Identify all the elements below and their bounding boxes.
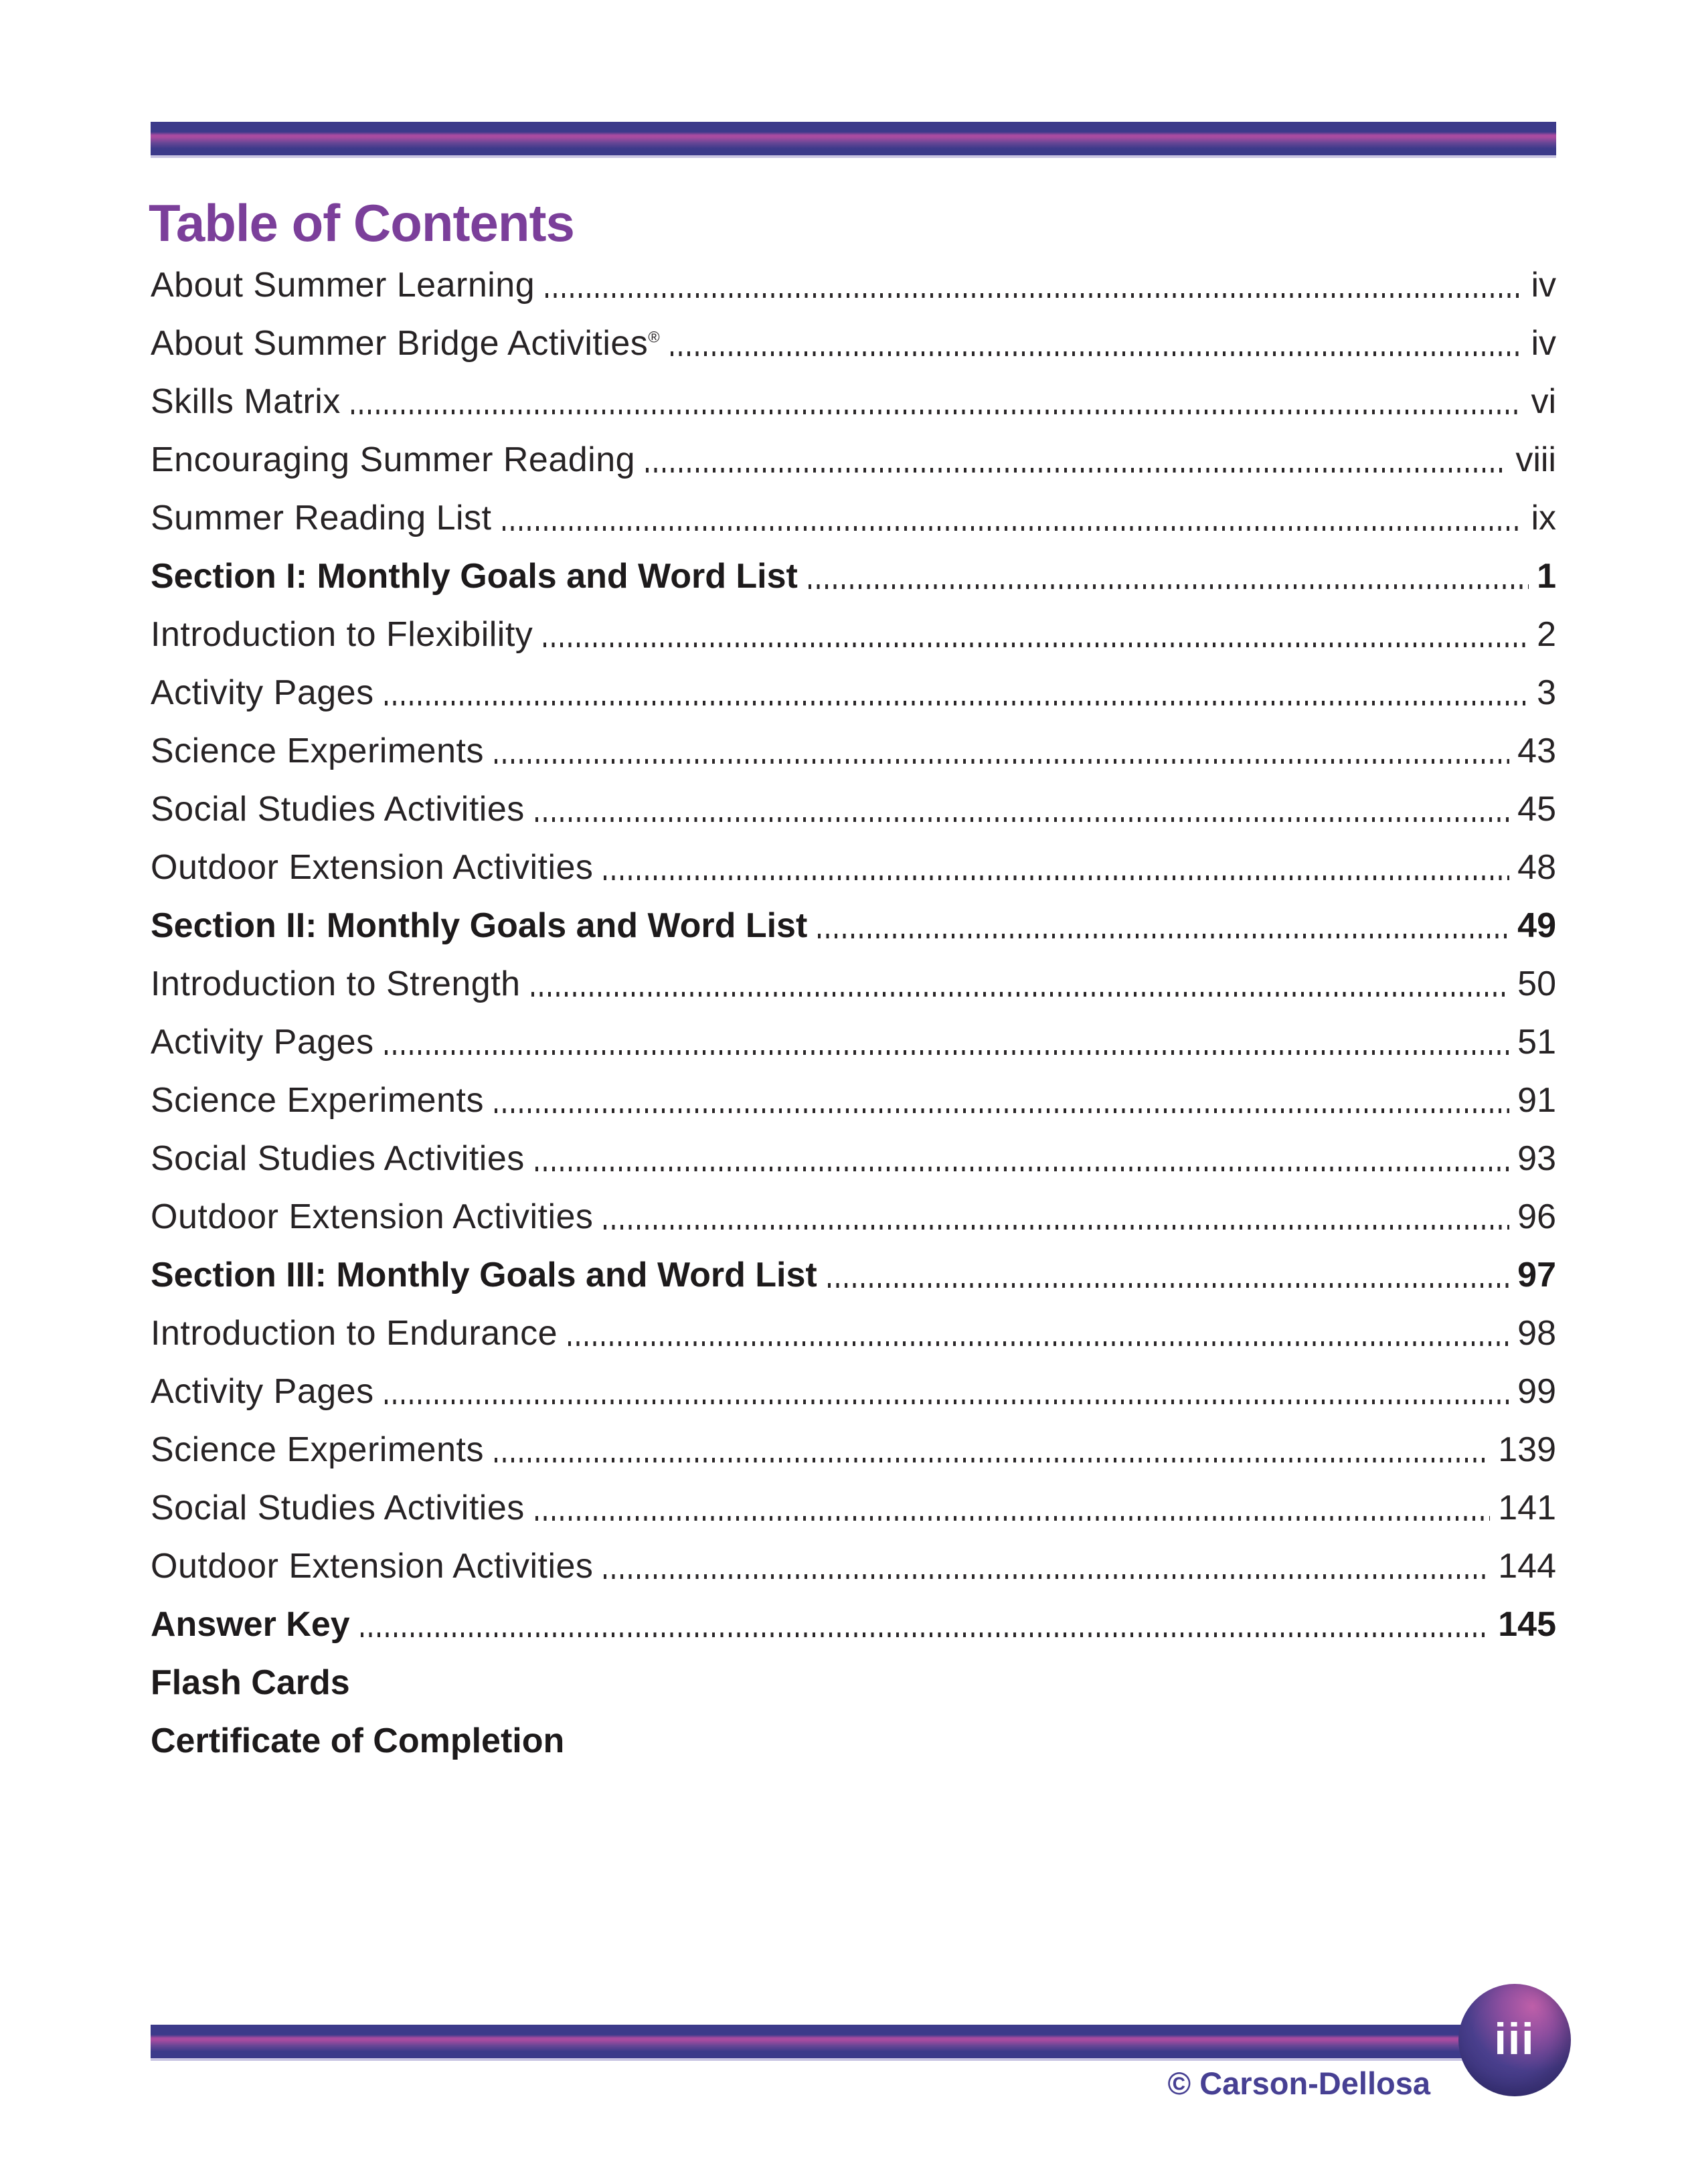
toc-page-number: viii xyxy=(1515,440,1556,479)
toc-row xyxy=(151,1001,1556,1060)
toc-page-number: 3 xyxy=(1537,673,1556,712)
toc-entry-label: Social Studies Activities xyxy=(151,1489,525,1527)
toc-entry-label: Introduction to Flexibility xyxy=(151,615,533,654)
toc-entry-label: Answer Key xyxy=(151,1605,350,1644)
toc-page-number: 96 xyxy=(1517,1197,1556,1236)
toc-page-number: iv xyxy=(1531,266,1556,305)
toc-page-number: 145 xyxy=(1498,1605,1556,1644)
toc-page-number: 49 xyxy=(1517,906,1556,945)
toc-entry-label: Social Studies Activities xyxy=(151,790,525,829)
toc-entry-label: Science Experiments xyxy=(151,1430,484,1469)
bottom-accent-bar xyxy=(151,2025,1556,2061)
toc-dot-leader xyxy=(385,1400,1510,1404)
toc-row xyxy=(151,1234,1556,1292)
toc-entry-label: Encouraging Summer Reading xyxy=(151,440,636,479)
page-title: Table of Contents xyxy=(149,193,574,252)
toc-dot-leader xyxy=(568,1341,1509,1346)
toc-entry-label: Introduction to Endurance xyxy=(151,1314,558,1353)
toc-entry-label: Activity Pages xyxy=(151,1023,374,1062)
registered-mark: ® xyxy=(648,328,661,346)
toc-page-number: 43 xyxy=(1517,732,1556,770)
toc-entry-label: Summer Reading List xyxy=(151,499,492,537)
toc-row xyxy=(151,1118,1556,1176)
toc-page-number: 99 xyxy=(1517,1372,1556,1411)
toc-dot-leader xyxy=(385,701,1529,705)
toc-dot-leader xyxy=(535,1516,1490,1521)
toc-row xyxy=(151,1525,1556,1584)
toc-row xyxy=(151,1351,1556,1409)
toc-entry-label: Flash Cards xyxy=(151,1663,350,1702)
toc-page-number: 139 xyxy=(1498,1430,1556,1469)
toc-entry-label: Outdoor Extension Activities xyxy=(151,1197,594,1236)
toc-page-number: 91 xyxy=(1517,1081,1556,1120)
toc-row xyxy=(151,1642,1556,1700)
toc-row xyxy=(151,419,1556,477)
toc-row xyxy=(151,943,1556,1001)
toc-entry-label: Skills Matrix xyxy=(151,382,341,421)
toc-dot-leader xyxy=(604,875,1509,880)
toc-row xyxy=(151,1467,1556,1525)
toc-row xyxy=(151,1292,1556,1351)
toc-row xyxy=(151,1700,1556,1758)
toc-row xyxy=(151,827,1556,885)
toc-page-number: 2 xyxy=(1537,615,1556,654)
toc-page-number: ix xyxy=(1531,499,1556,537)
toc-page-number: 97 xyxy=(1517,1256,1556,1294)
toc-row xyxy=(151,885,1556,943)
toc-page-number: vi xyxy=(1531,382,1556,421)
toc-page-number: 141 xyxy=(1498,1489,1556,1527)
toc-entry-label: Outdoor Extension Activities xyxy=(151,1547,594,1586)
toc-page-number: 51 xyxy=(1517,1023,1556,1062)
toc-row xyxy=(151,710,1556,768)
toc-dot-leader xyxy=(531,992,1510,997)
toc-dot-leader xyxy=(809,584,1529,589)
toc-entry-label: Section III: Monthly Goals and Word List xyxy=(151,1256,817,1294)
toc-page-number: iv xyxy=(1531,324,1556,363)
toc-dot-leader xyxy=(604,1225,1509,1230)
toc-entry-label: Activity Pages xyxy=(151,1372,374,1411)
toc-dot-leader xyxy=(671,351,1523,356)
toc-entry-label: Introduction to Strength xyxy=(151,964,521,1003)
toc-entry-label: Section I: Monthly Goals and Word List xyxy=(151,557,798,596)
toc-entry-label: Outdoor Extension Activities xyxy=(151,848,594,887)
toc-row xyxy=(151,652,1556,710)
toc-page-number: 98 xyxy=(1517,1314,1556,1353)
toc-dot-leader xyxy=(495,759,1509,764)
toc-entry-label: Science Experiments xyxy=(151,732,484,770)
toc-dot-leader xyxy=(495,1108,1509,1113)
toc-dot-leader xyxy=(351,410,1523,414)
toc-entry-label: Section II: Monthly Goals and Word List xyxy=(151,906,808,945)
copyright-text: © Carson-Dellosa xyxy=(1167,2066,1430,2101)
toc-row xyxy=(151,1176,1556,1234)
toc-row xyxy=(151,594,1556,652)
toc-dot-leader xyxy=(646,468,1507,473)
toc-dot-leader xyxy=(535,817,1509,822)
toc-dot-leader xyxy=(545,293,1523,298)
toc-page-number: 93 xyxy=(1517,1139,1556,1178)
toc-entry-label: About Summer Learning xyxy=(151,266,535,305)
top-accent-bar xyxy=(151,122,1556,158)
toc-page-number: 1 xyxy=(1537,557,1556,596)
toc-dot-leader xyxy=(503,526,1523,531)
toc-dot-leader xyxy=(543,643,1529,647)
toc-page-number: 45 xyxy=(1517,790,1556,829)
page-number-label: iii xyxy=(1494,2014,1535,2064)
toc-row xyxy=(151,535,1556,594)
toc-dot-leader xyxy=(385,1050,1510,1055)
toc-row xyxy=(151,244,1556,303)
toc-dot-leader xyxy=(604,1574,1490,1579)
toc-row xyxy=(151,1060,1556,1118)
toc-row xyxy=(151,768,1556,827)
toc-entry-label: Science Experiments xyxy=(151,1081,484,1120)
toc-dot-leader xyxy=(828,1283,1509,1288)
toc-row xyxy=(151,477,1556,535)
toc-page-number: 144 xyxy=(1498,1547,1556,1586)
toc-entry-label: Social Studies Activities xyxy=(151,1139,525,1178)
toc-page-number: 48 xyxy=(1517,848,1556,887)
toc-dot-leader xyxy=(495,1458,1490,1462)
toc-dot-leader xyxy=(361,1632,1491,1637)
toc-entry-label: Certificate of Completion xyxy=(151,1721,565,1760)
toc-row xyxy=(151,1584,1556,1642)
toc-dot-leader xyxy=(535,1167,1509,1171)
toc-list xyxy=(151,244,1556,1758)
toc-row xyxy=(151,1409,1556,1467)
toc-dot-leader xyxy=(818,934,1509,938)
toc-entry-label: About Summer Bridge Activities® xyxy=(151,324,661,363)
toc-row xyxy=(151,361,1556,419)
toc-row xyxy=(151,303,1556,361)
toc-entry-label: Activity Pages xyxy=(151,673,374,712)
toc-page-number: 50 xyxy=(1517,964,1556,1003)
page-number-badge xyxy=(1458,1984,1571,2096)
